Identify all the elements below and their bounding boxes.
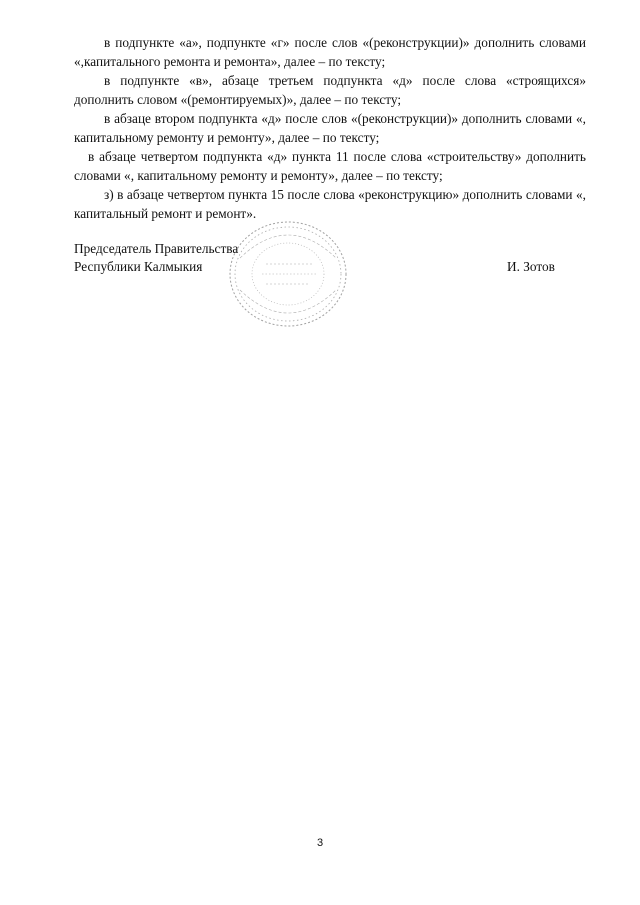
paragraph-1: в подпункте «а», подпункте «г» после слов «(реконструкции)» дополнить словами «,капитального ремонта и ремонта», далее – по тексту; <box>74 35 586 69</box>
signatory-title-line-2: Республики Калмыкия <box>74 259 203 274</box>
official-stamp-seal <box>226 218 350 330</box>
paragraph-2: в подпункте «в», абзаце третьем подпункта «д» после слова «строящихся» дополнить словом «(ремонтируемых)», далее – по тексту; <box>74 73 586 107</box>
signatory-title-line-1: Председатель Правительства <box>74 241 239 256</box>
paragraph-4: в абзаце четвертом подпункта «д» пункта 11 после слова «строительству» дополнить словами «, капитальному ремонту и ремонту», далее – по тексту; <box>74 149 586 183</box>
paragraph-3: в абзаце втором подпункта «д» после слов «(реконструкции)» дополнить словами «, капитальному ремонту и ремонту», далее – по тексту; <box>74 111 586 145</box>
paragraph-5: з) в абзаце четвертом пункта 15 после слова «реконструкцию» дополнить словами «, капитальный ремонт и ремонт». <box>74 187 586 221</box>
signatory-name: И. Зотов <box>507 259 555 274</box>
page-number: 3 <box>316 837 324 849</box>
